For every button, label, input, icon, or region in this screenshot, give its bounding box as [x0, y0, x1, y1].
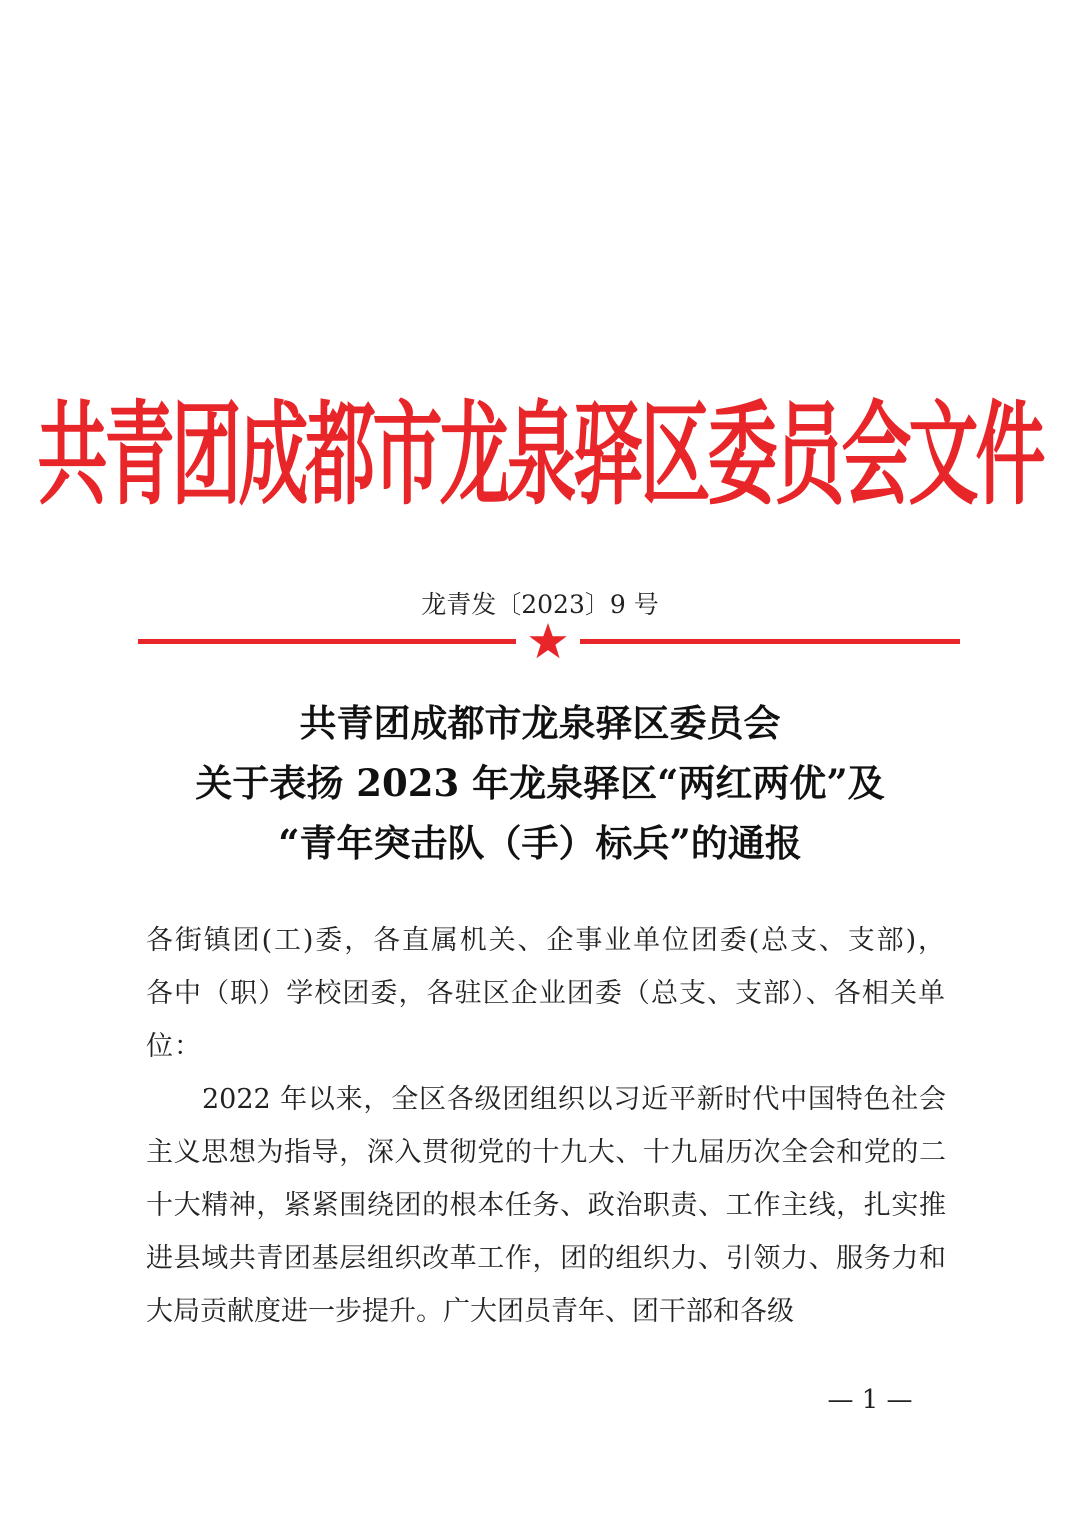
document-title	[0, 693, 1080, 873]
divider-rule-right	[580, 639, 960, 644]
page-number: — 1 —	[827, 1385, 913, 1415]
body-paragraph: 2022 年以来，全区各级团组织以习近平新时代中国特色社会主义思想为指导，深入贯彻党的十九大、十九届历次全会和党的二十大精神，紧紧围绕团的根本任务、政治职责、工作主线，扎实推进县域共青团基层组织改革工作，团的组织力、引领力、服务力和大局贡献度进一步提升。广大团员青年、团干部和各级	[146, 1084, 946, 1327]
document-body	[146, 914, 946, 1338]
divider-rule-left	[138, 639, 516, 644]
title-line-3: “青年突击队（手）标兵”的通报	[278, 821, 802, 865]
masthead	[0, 380, 1080, 530]
title-line-1: 共青团成都市龙泉驿区委员会	[299, 701, 781, 745]
red-divider	[138, 622, 960, 672]
document-number: 龙青发〔2023〕9 号	[421, 590, 659, 619]
masthead-title: 共青团成都市龙泉驿区委员会文件	[37, 389, 1043, 521]
title-line-2: 关于表扬 2023 年龙泉驿区“两红两优”及	[195, 761, 885, 805]
addressee: 各街镇团(工)委，各直属机关、企事业单位团委(总支、支部)，各中（职）学校团委，各驻区企业团委（总支、支部）、各相关单位：	[146, 925, 946, 1062]
star-icon	[528, 622, 568, 662]
